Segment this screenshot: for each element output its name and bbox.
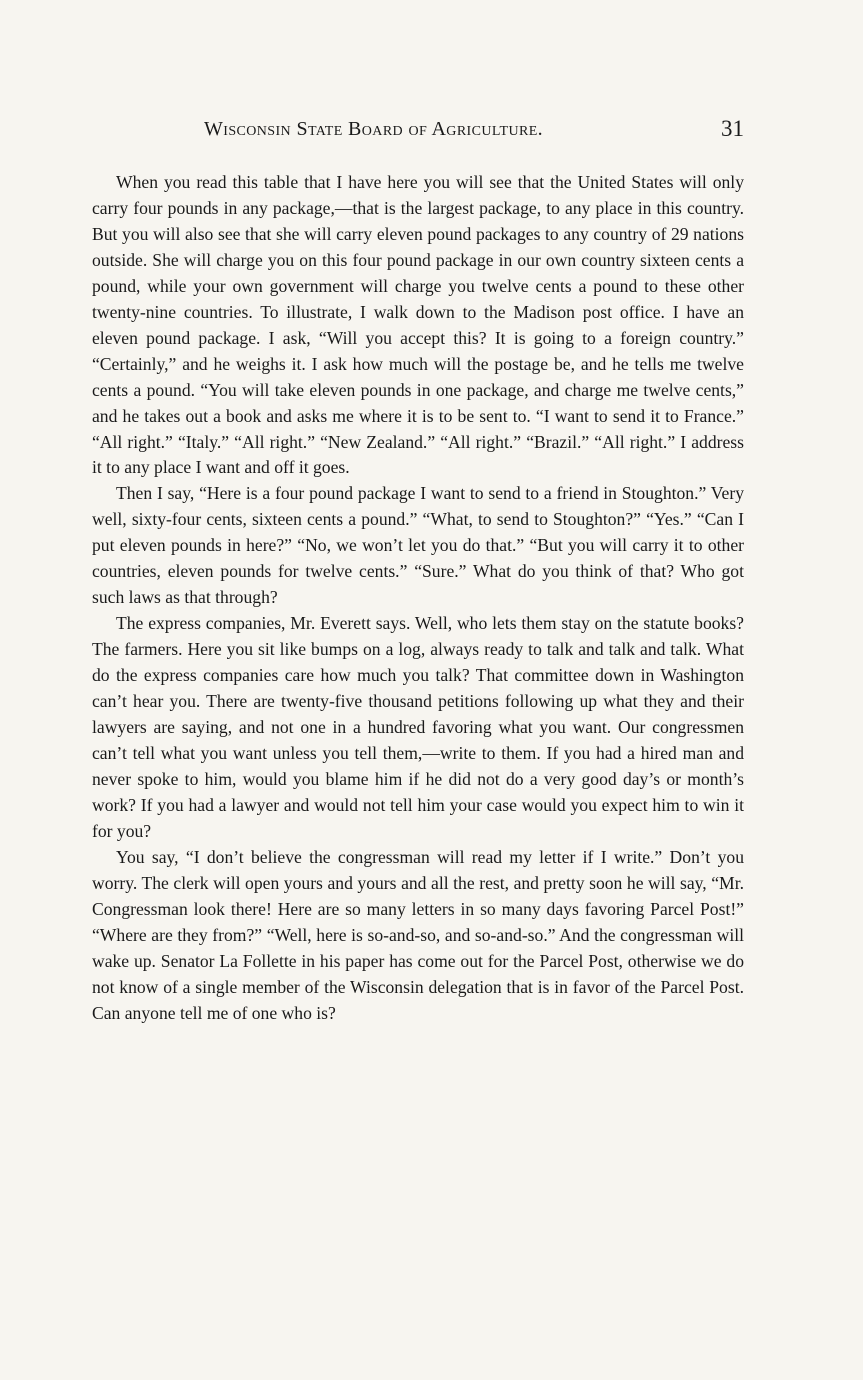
page-header — [92, 118, 744, 148]
paragraph-4: You say, “I don’t believe the congressman will read my letter if I write.” Don’t you worry. The clerk will open yours and yours and all the rest, and pretty soon he will say, “Mr. Congressman look there! Here are so many letters in so many days favoring Parcel Post!” “Where are they from?” “Well, here is so-and-so, and so-and-so.” And the congressman will wake up. Senator La Follette in his paper has come out for the Parcel Post, otherwise we do not know of a single member of the Wisconsin delegation that is in favor of the Parcel Post. Can anyone tell me of one who is? — [92, 846, 744, 1023]
page-number: 31 — [721, 116, 744, 141]
running-title: Wisconsin State Board of Agriculture. — [204, 118, 544, 140]
paragraph-2: Then I say, “Here is a four pound package I want to send to a friend in Stoughton.” Very well, sixty-four cents, sixteen cents a pound.” “What, to send to Stoughton?” “Yes.” “Can I put eleven pounds in here?” “No, we won’t let you do that.” “But you will carry it to other countries, eleven pounds for twelve cents.” “Sure.” What do you think of that? Who got such laws as that through? — [92, 483, 744, 608]
paragraph-3: The express companies, Mr. Everett says. Well, who lets them stay on the statute books? The farmers. Here you sit like bumps on a log, always ready to talk and talk and talk. What do the express companies care how much you talk? That committee down in Washington can’t hear you. There are twenty-five thousand petitions following up what they and their lawyers are saying, and not one in a hundred favoring what you want. Our congressmen can’t tell what you want unless you tell them,—write to them. If you had a hired man and never spoke to him, would you blame him if he did not do a very good day’s or month’s work? If you had a lawyer and would not tell him your case would you expect him to win it for you? — [92, 613, 744, 841]
paragraph-1: When you read this table that I have here you will see that the United States will only carry four pounds in any package,—that is the largest package, to any place in this country. But you will also see that she will carry eleven pound packages to any country of 29 nations outside. She will charge you on this four pound package in our own country sixteen cents a pound, while your own government will charge you twelve cents a pound to these other twenty-nine countries. To illustrate, I walk down to the Madison post office. I have an eleven pound package. I ask, “Will you accept this? It is going to a foreign country.” “Certainly,” and he weighs it. I ask how much will the postage be, and he tells me twelve cents a pound. “You will take eleven pounds in one package, and charge me twelve cents,” and he takes out a book and asks me where it is to be sent to. “I want to send it to France.” “All right.” “Italy.” “All right.” “New Zealand.” “All right.” “Brazil.” “All right.” I address it to any place I want and off it goes. — [92, 172, 744, 478]
body-text — [92, 170, 744, 1026]
